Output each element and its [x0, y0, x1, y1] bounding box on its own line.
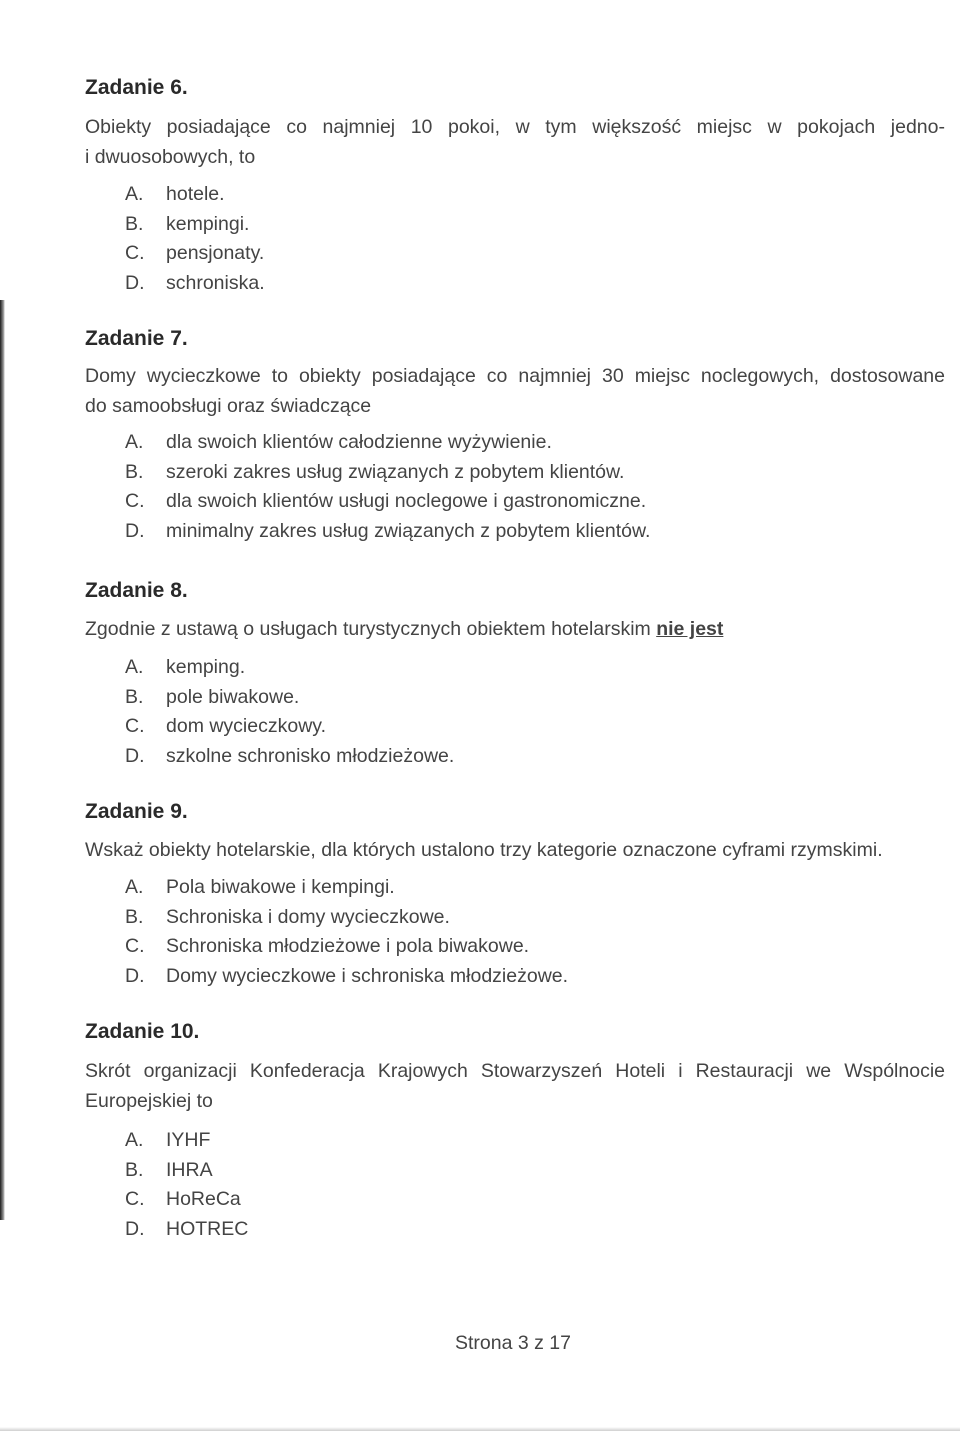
question-text [85, 361, 945, 421]
scan-bottom-shadow [0, 1427, 960, 1431]
option-text: IHRA [166, 1158, 213, 1181]
question-text [85, 1056, 945, 1116]
answer-option-b[interactable] [125, 210, 265, 240]
option-letter: B. [125, 212, 144, 235]
option-text: dla swoich klientów całodzienne wyżywienie. [166, 431, 552, 453]
option-text: dla swoich klientów usługi noclegowe i gastronomiczne. [166, 490, 647, 512]
question-emphasis: nie jest [656, 618, 724, 640]
option-letter: A. [125, 876, 144, 898]
task-title: Zadanie 6. [85, 76, 188, 99]
scan-edge-shadow [0, 300, 5, 1220]
option-letter: C. [125, 242, 145, 264]
answer-option-a[interactable] [125, 653, 454, 683]
question-line: Europejskiej to [85, 1090, 213, 1112]
option-letter: D. [125, 271, 145, 294]
option-letter: A. [125, 656, 144, 678]
answer-option-d[interactable] [125, 517, 650, 547]
option-text: pensjonaty. [166, 242, 265, 264]
option-letter: B. [125, 1158, 144, 1181]
option-text: dom wycieczkowy. [166, 715, 327, 737]
option-text: HoReCa [166, 1188, 241, 1210]
answer-option-b[interactable] [125, 458, 650, 488]
answer-option-d[interactable] [125, 742, 454, 772]
answer-option-b[interactable] [125, 1156, 248, 1186]
answer-option-a[interactable] [125, 873, 568, 903]
option-text: szeroki zakres usług związanych z pobytem klientów. [166, 460, 625, 483]
option-text: Schroniska młodzieżowe i pola biwakowe. [166, 935, 530, 957]
answer-option-a[interactable] [125, 180, 265, 210]
question-text [85, 112, 945, 172]
question-line: Obiekty posiadające co najmniej 10 pokoi, w tym większość miejsc w pokojach jedno- [85, 116, 945, 138]
answer-option-c[interactable] [125, 239, 265, 269]
task-title: Zadanie 9. [85, 800, 188, 823]
answer-options [125, 873, 568, 991]
option-letter: B. [125, 905, 144, 928]
task-title: Zadanie 7. [85, 327, 188, 350]
answer-options [125, 428, 650, 546]
answer-option-c[interactable] [125, 932, 568, 962]
option-letter: C. [125, 935, 145, 957]
option-text: Schroniska i domy wycieczkowe. [166, 905, 450, 928]
option-letter: D. [125, 1217, 145, 1240]
option-text: IYHF [166, 1129, 211, 1151]
question-line: Skrót organizacji Konfederacja Krajowych Stowarzyszeń Hoteli i Restauracji we Wspólnocie [85, 1060, 945, 1082]
option-letter: A. [125, 431, 144, 453]
answer-option-b[interactable] [125, 903, 568, 933]
question-line: do samoobsługi oraz świadczące [85, 395, 372, 417]
question-text [85, 835, 945, 865]
answer-options [125, 1126, 248, 1244]
answer-option-a[interactable] [125, 1126, 248, 1156]
task-title: Zadanie 10. [85, 1020, 200, 1043]
option-text: szkolne schronisko młodzieżowe. [166, 744, 455, 767]
option-text: kemping. [166, 656, 246, 678]
question-line: Wskaż obiekty hotelarskie, dla których ustalono trzy kategorie oznaczone cyframi rzymskimi. [85, 839, 883, 861]
answer-options [125, 653, 454, 771]
question-line: Domy wycieczkowe to obiekty posiadające co najmniej 30 miejsc noclegowych, dostosowane [85, 365, 945, 387]
option-letter: C. [125, 715, 145, 737]
option-text: schroniska. [166, 271, 265, 294]
answer-option-a[interactable] [125, 428, 650, 458]
option-letter: C. [125, 1188, 145, 1210]
answer-option-c[interactable] [125, 712, 454, 742]
question-line: i dwuosobowych, to [85, 146, 256, 168]
option-letter: B. [125, 685, 144, 708]
page-number: Strona 3 z 17 [455, 1332, 571, 1354]
option-letter: C. [125, 490, 145, 512]
option-text: HOTREC [166, 1217, 249, 1240]
option-text: hotele. [166, 183, 225, 205]
option-letter: A. [125, 1129, 144, 1151]
answer-option-d[interactable] [125, 269, 265, 299]
answer-option-b[interactable] [125, 683, 454, 713]
question-line: Zgodnie z ustawą o usługach turystycznych obiektem hotelarskim [85, 618, 657, 640]
option-text: Domy wycieczkowe i schroniska młodzieżowe. [166, 964, 569, 987]
answer-option-c[interactable] [125, 1185, 248, 1215]
option-letter: A. [125, 183, 144, 205]
option-letter: D. [125, 744, 145, 767]
question-text [85, 614, 945, 644]
option-letter: B. [125, 460, 144, 483]
option-letter: D. [125, 964, 145, 987]
answer-option-c[interactable] [125, 487, 650, 517]
answer-option-d[interactable] [125, 962, 568, 992]
option-text: pole biwakowe. [166, 685, 300, 708]
option-text: Pola biwakowe i kempingi. [166, 876, 395, 898]
answer-options [125, 180, 265, 298]
option-text: kempingi. [166, 212, 250, 235]
option-letter: D. [125, 519, 145, 542]
task-title: Zadanie 8. [85, 579, 188, 602]
option-text: minimalny zakres usług związanych z pobytem klientów. [166, 519, 651, 542]
answer-option-d[interactable] [125, 1215, 248, 1245]
